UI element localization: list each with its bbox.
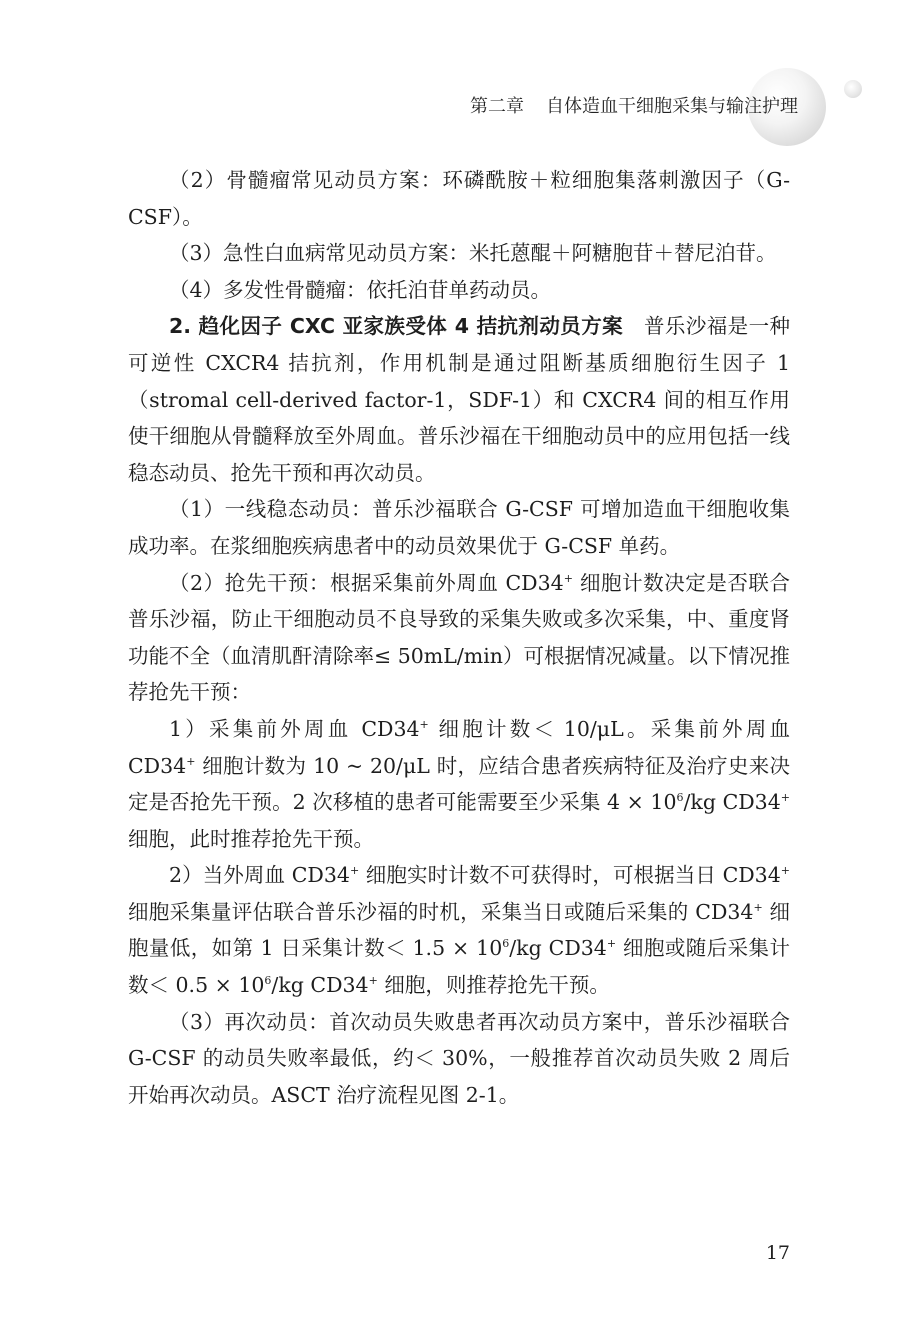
superscript: 6 (502, 937, 510, 951)
paragraph: （3）再次动员：首次动员失败患者再次动员方案中，普乐沙福联合 G-CSF 的动员失败率最低，约＜ 30%，一般推荐首次动员失败 2 周后开始再次动员。ASCT 治疗流程见图 2-1。 (128, 1009, 790, 1107)
body-text (128, 162, 790, 1113)
paragraph: （2）骨髓瘤常见动员方案：环磷酰胺＋粒细胞集落刺激因子（G-CSF）。 (128, 168, 790, 229)
paragraph: （1）一线稳态动员：普乐沙福联合 G-CSF 可增加造血干细胞收集成功率。在浆细胞疾病患者中的动员效果优于 G-CSF 单药。 (128, 497, 790, 558)
paragraph: （4）多发性骨髓瘤：依托泊苷单药动员。 (169, 277, 552, 302)
superscript: + (753, 900, 763, 914)
chapter-title: 自体造血干细胞采集与输注护理 (546, 96, 798, 117)
running-head (470, 92, 798, 118)
superscript: + (606, 937, 617, 951)
paragraph: 1）采集前外周血 CD34+ 细胞计数＜ 10/μL。采集前外周血 CD34+ 细胞计数为 10 ~ 20/μL 时，应结合患者疾病特征及治疗史来决定是否抢先干预。2 次移植的患者可能需要至少采集 $4 \times 10^6/kg$ CD34+ 细胞，此时推荐抢先干预。 (128, 716, 791, 851)
paragraph: 2. 趋化因子 CXC 亚家族受体 4 拮抗剂动员方案 普乐沙福是一种可逆性 CXCR4 拮抗剂，作用机制是通过阻断基质细胞衍生因子 1（stromal cell-derived factor-1，SDF-1）和 CXCR4 间的相互作用使干细胞从骨髓释放至外周血。普乐沙福在干细胞动员中的应用包括一线稳态动员、抢先干预和再次动员。 (128, 314, 791, 485)
superscript: + (780, 791, 790, 805)
paragraph: （2）抢先干预：根据采集前外周血 CD34+ 细胞计数决定是否联合普乐沙福，防止干细胞动员不良导致的采集失败或多次采集，中、重度肾功能不全（血清肌酐清除率≤ 50mL/min）可根据情况减量。以下情况推荐抢先干预： (128, 570, 790, 705)
page-number: 17 (765, 1242, 790, 1264)
superscript: + (780, 864, 790, 878)
superscript: + (563, 571, 573, 585)
chapter-label: 第二章 (470, 96, 524, 117)
superscript: 6 (264, 974, 272, 988)
superscript: + (186, 754, 196, 768)
superscript: + (349, 864, 360, 878)
page-header (0, 0, 900, 160)
paragraph: 2）当外周血 CD34+ 细胞实时计数不可获得时，可根据当日 CD34+ 细胞采集量评估联合普乐沙福的时机，采集当日或随后采集的 CD34+ 细胞量低，如第 1 日采集计数＜ $1.5 \times 10^6/kg$ CD34+ 细胞或随后采集计数＜ $0.5 \times 10^6/kg$ CD34+ 细胞，则推荐抢先干预。 (128, 863, 790, 998)
paragraph: （3）急性白血病常见动员方案：米托蒽醌＋阿糖胞苷＋替尼泊苷。 (169, 241, 777, 266)
superscript: + (419, 717, 429, 731)
superscript: 6 (676, 791, 684, 805)
decorative-circle-small (844, 80, 862, 98)
superscript: + (368, 974, 378, 988)
section-heading: 2. 趋化因子 CXC 亚家族受体 4 拮抗剂动员方案 (169, 314, 624, 339)
